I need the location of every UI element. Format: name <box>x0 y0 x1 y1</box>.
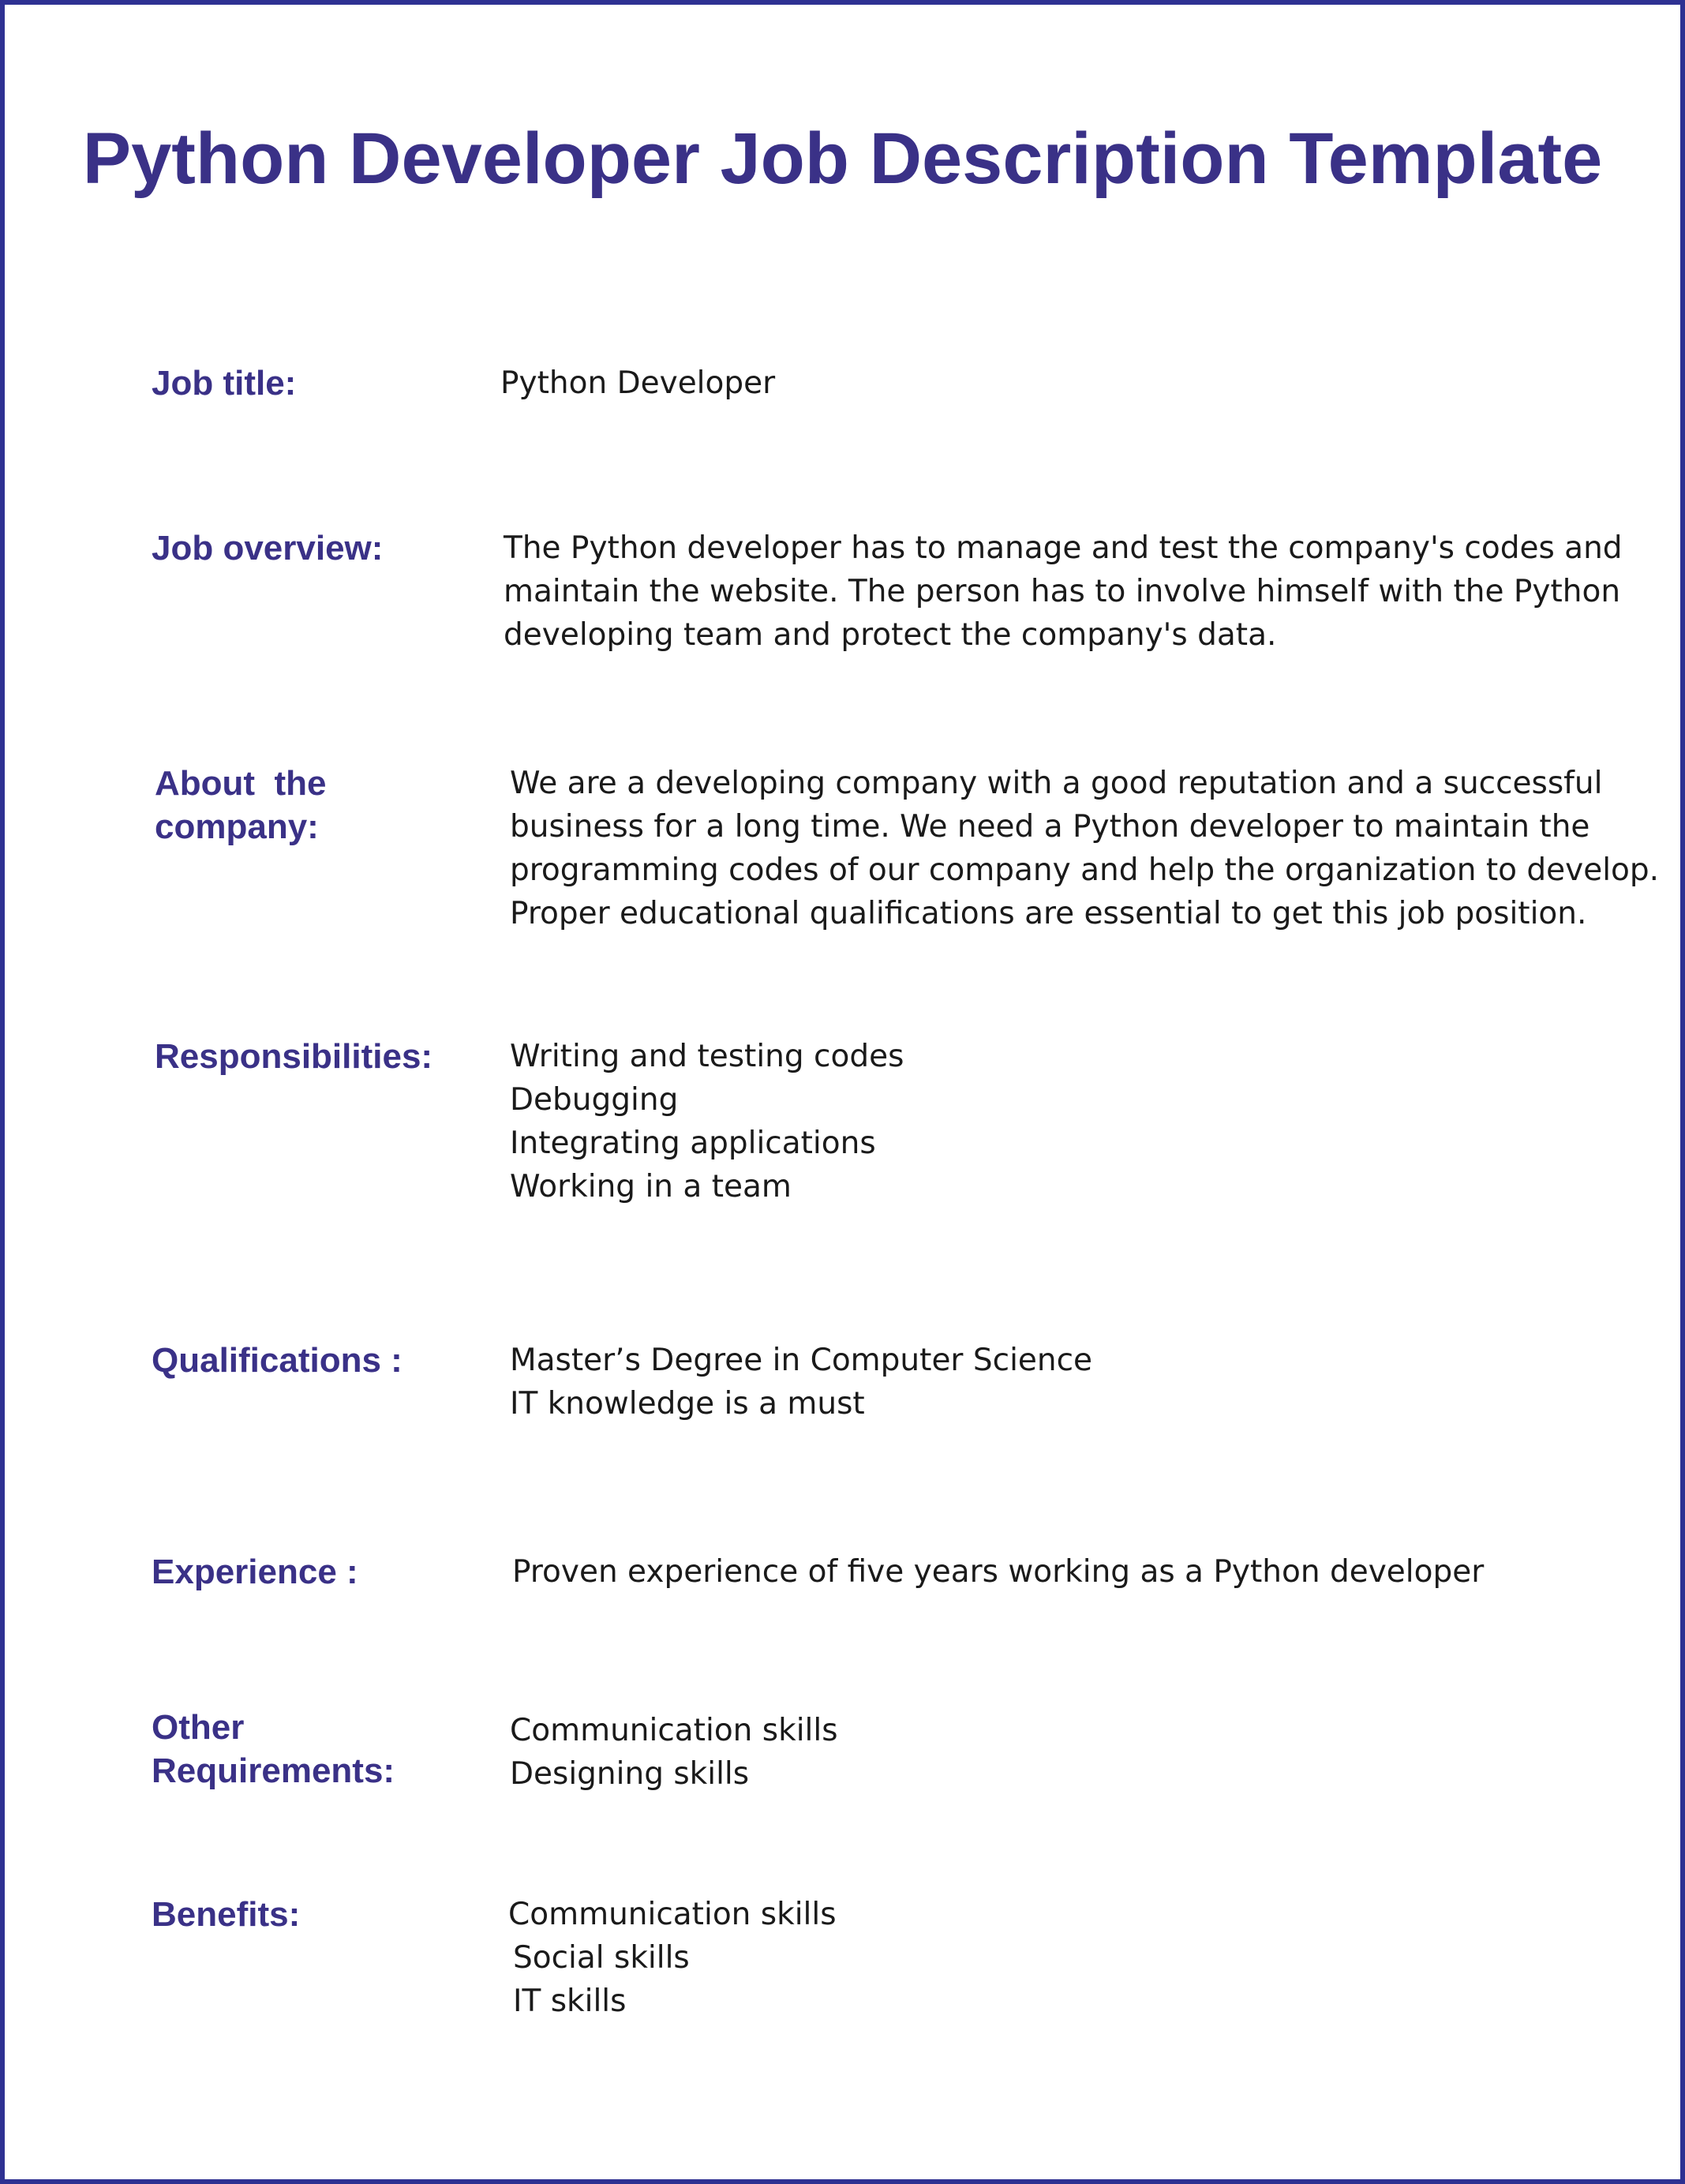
about-company-value <box>510 762 1659 935</box>
benefit-item: IT skills <box>513 1984 627 2019</box>
other-requirement-item: Communication skills <box>510 1713 838 1748</box>
page-title: Python Developer Job Description Template <box>82 118 1603 199</box>
other-requirements-value <box>510 1709 838 1796</box>
responsibilities-label: Responsibilities: <box>155 1037 433 1076</box>
responsibility-item: Working in a team <box>510 1169 792 1204</box>
experience-line: Proven experience of five years working as a Python developer <box>512 1554 1485 1590</box>
other-requirements-label <box>152 1706 395 1793</box>
about-company-label-line: About the <box>155 764 327 803</box>
job-overview-value <box>504 526 1623 657</box>
job-overview-line: maintain the website. The person has to involve himself with the Python <box>504 574 1621 609</box>
responsibilities-value <box>510 1035 904 1208</box>
other-requirement-item: Designing skills <box>510 1756 750 1792</box>
benefit-item: Communication skills <box>508 1897 837 1932</box>
job-title-line: Python Developer <box>500 365 776 401</box>
about-company-line: programming codes of our company and help the organization to develop. <box>510 852 1660 888</box>
qualification-item: Master’s Degree in Computer Science <box>510 1343 1093 1378</box>
qualifications-value <box>510 1339 1092 1425</box>
job-title-label: Job title: <box>152 364 297 403</box>
benefit-item: Social skills <box>513 1940 690 1976</box>
other-requirements-label-line: Other <box>152 1708 245 1747</box>
qualifications-label: Qualifications : <box>152 1341 403 1380</box>
about-company-line: Proper educational qualifications are essential to get this job position. <box>510 896 1587 931</box>
responsibility-item: Integrating applications <box>510 1126 876 1161</box>
experience-value <box>512 1550 1484 1594</box>
benefits-label: Benefits: <box>152 1895 301 1934</box>
job-overview-line: developing team and protect the company's data. <box>504 617 1277 653</box>
experience-label: Experience : <box>152 1553 358 1591</box>
qualification-item: IT knowledge is a must <box>510 1386 865 1422</box>
job-overview-label: Job overview: <box>152 529 384 568</box>
benefits-value <box>508 1893 837 2023</box>
about-company-label-line: company: <box>155 807 319 846</box>
other-requirements-label-line: Requirements: <box>152 1751 395 1790</box>
job-title-value <box>500 362 775 405</box>
responsibility-item: Debugging <box>510 1082 679 1118</box>
about-company-line: business for a long time. We need a Python developer to maintain the <box>510 809 1590 845</box>
job-overview-line: The Python developer has to manage and test the company's codes and <box>504 530 1623 566</box>
about-company-label <box>155 762 327 849</box>
responsibility-item: Writing and testing codes <box>510 1039 904 1074</box>
about-company-line: We are a developing company with a good reputation and a successful <box>510 766 1603 801</box>
